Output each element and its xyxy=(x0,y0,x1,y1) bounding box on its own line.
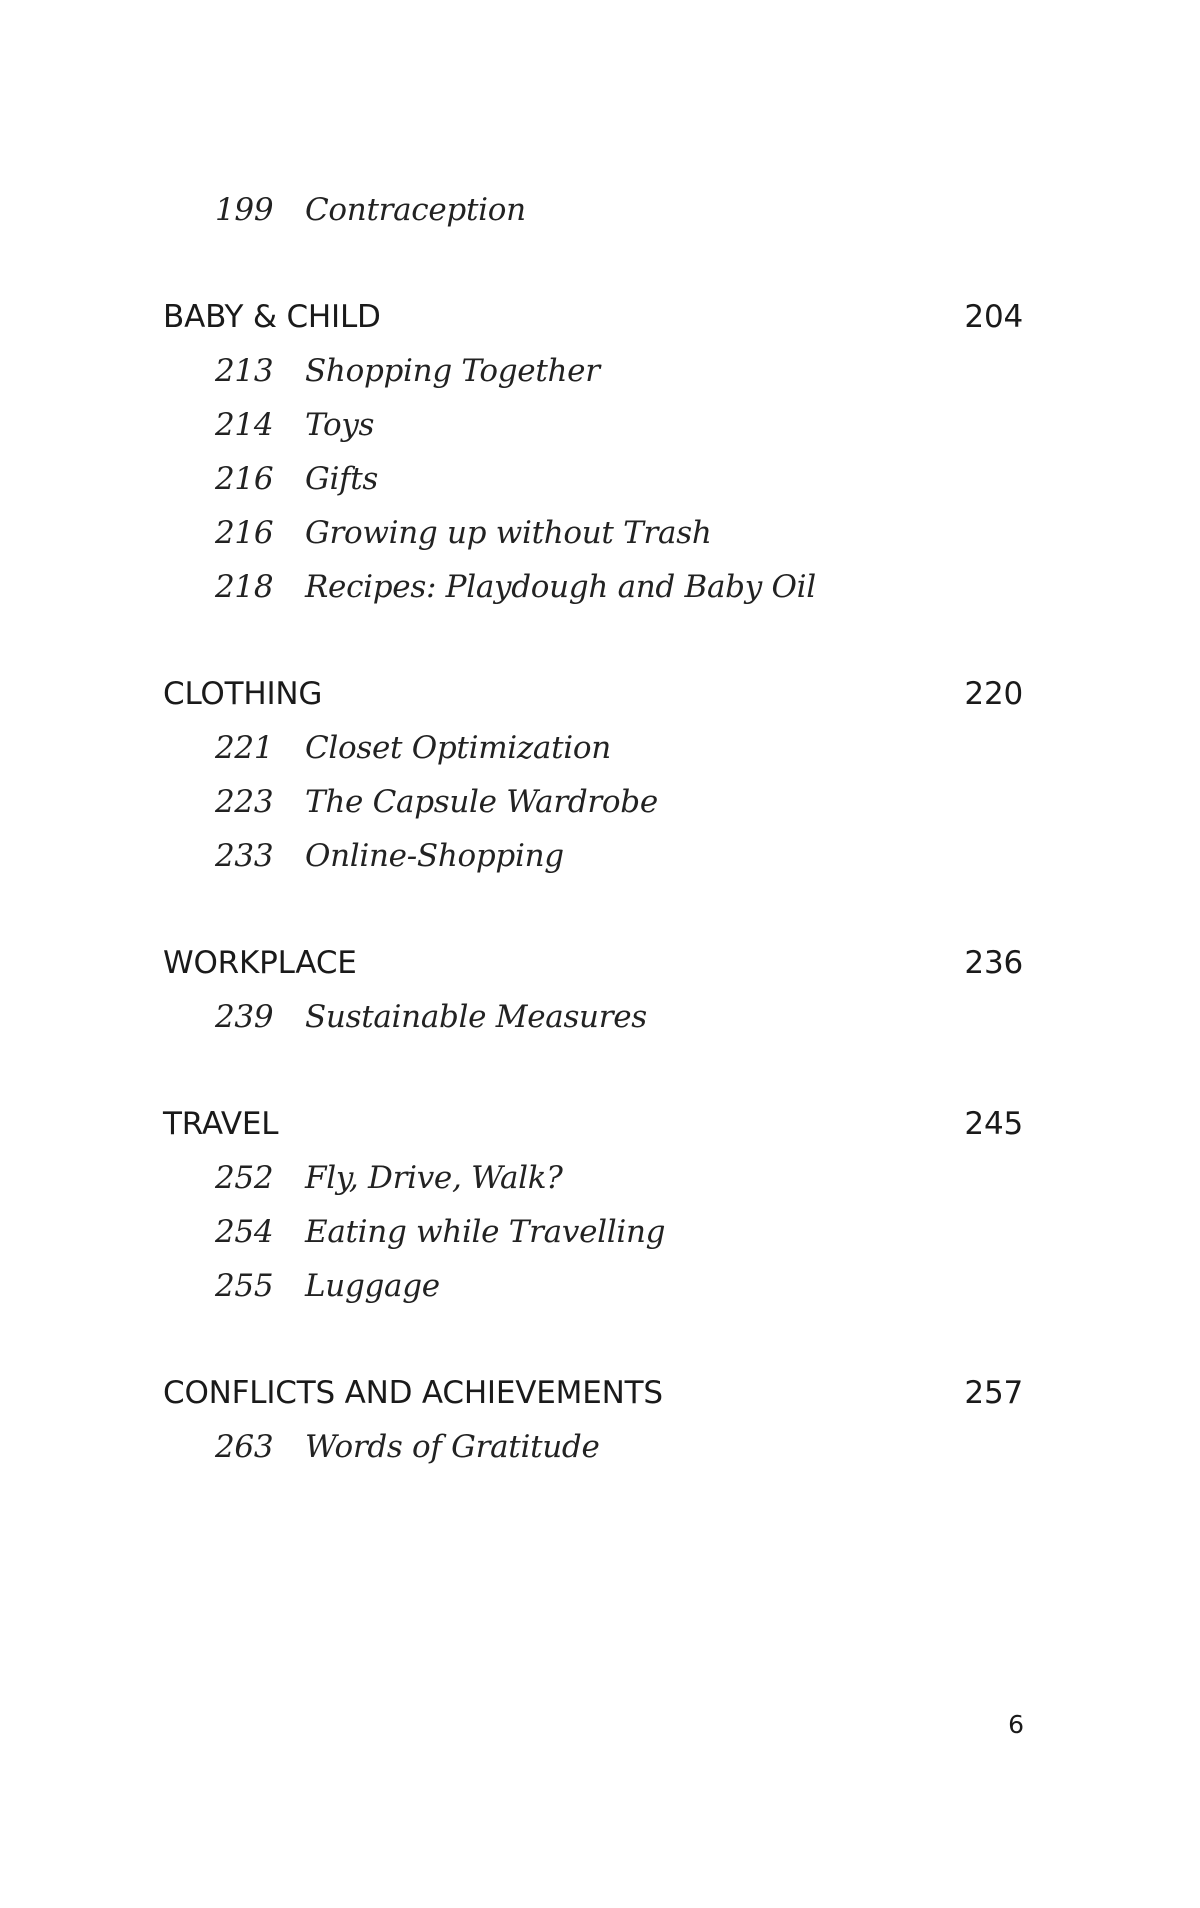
toc-entry xyxy=(163,999,1023,1053)
section-page-number: 236 xyxy=(964,945,1023,981)
entry-page-number: 216 xyxy=(215,461,274,497)
section-heading-row xyxy=(163,945,1023,999)
entry-page-number: 233 xyxy=(215,838,274,874)
entry-page-number: 199 xyxy=(215,192,274,228)
toc-entry xyxy=(163,407,1023,461)
toc-entry xyxy=(163,353,1023,407)
entry-page-number: 214 xyxy=(215,407,274,443)
section-page-number: 257 xyxy=(964,1375,1023,1411)
toc-entry xyxy=(163,569,1023,623)
entry-title: Words of Gratitude xyxy=(305,1429,600,1465)
page-folio-number: 6 xyxy=(1008,1710,1024,1739)
entry-page-number: 263 xyxy=(215,1429,274,1465)
toc-entry xyxy=(163,461,1023,515)
entry-title: The Capsule Wardrobe xyxy=(305,784,658,820)
entry-title: Recipes: Playdough and Baby Oil xyxy=(305,569,816,605)
section-heading: WORKPLACE xyxy=(163,945,357,981)
toc-entry xyxy=(163,192,1023,246)
toc-section-workplace xyxy=(163,945,1023,1053)
section-heading: CLOTHING xyxy=(163,676,323,712)
entry-title: Luggage xyxy=(305,1268,440,1304)
entry-title: Contraception xyxy=(305,192,526,228)
entry-page-number: 218 xyxy=(215,569,274,605)
entry-title: Growing up without Trash xyxy=(305,515,712,551)
toc-section-clothing xyxy=(163,676,1023,892)
entry-title: Gifts xyxy=(305,461,379,497)
toc-entry xyxy=(163,1214,1023,1268)
toc-entry xyxy=(163,515,1023,569)
toc-section-conflicts-achievements xyxy=(163,1375,1023,1483)
toc-entry xyxy=(163,1429,1023,1483)
entry-page-number: 252 xyxy=(215,1160,274,1196)
toc-entry xyxy=(163,1160,1023,1214)
table-of-contents xyxy=(163,192,1023,1483)
section-heading: BABY & CHILD xyxy=(163,299,381,335)
entry-page-number: 223 xyxy=(215,784,274,820)
section-page-number: 220 xyxy=(964,676,1023,712)
toc-entry xyxy=(163,1268,1023,1322)
entry-title: Shopping Together xyxy=(305,353,600,389)
section-heading-row xyxy=(163,676,1023,730)
entry-title: Toys xyxy=(305,407,375,443)
section-heading: TRAVEL xyxy=(163,1106,279,1142)
section-heading-row xyxy=(163,299,1023,353)
entry-page-number: 216 xyxy=(215,515,274,551)
entry-page-number: 221 xyxy=(215,730,274,766)
section-heading-row xyxy=(163,1106,1023,1160)
toc-entry xyxy=(163,838,1023,892)
entry-page-number: 213 xyxy=(215,353,274,389)
section-heading-row xyxy=(163,1375,1023,1429)
section-heading: CONFLICTS AND ACHIEVEMENTS xyxy=(163,1375,663,1411)
entry-page-number: 239 xyxy=(215,999,274,1035)
entry-title: Eating while Travelling xyxy=(305,1214,666,1250)
toc-entry xyxy=(163,784,1023,838)
entry-title: Online-Shopping xyxy=(305,838,564,874)
entry-page-number: 255 xyxy=(215,1268,274,1304)
entry-page-number: 254 xyxy=(215,1214,274,1250)
entry-title: Fly, Drive, Walk? xyxy=(305,1160,563,1196)
toc-section-travel xyxy=(163,1106,1023,1322)
toc-entry xyxy=(163,730,1023,784)
toc-section-baby-child xyxy=(163,299,1023,623)
entry-title: Sustainable Measures xyxy=(305,999,647,1035)
section-page-number: 245 xyxy=(964,1106,1023,1142)
entry-title: Closet Optimization xyxy=(305,730,611,766)
section-page-number: 204 xyxy=(964,299,1023,335)
